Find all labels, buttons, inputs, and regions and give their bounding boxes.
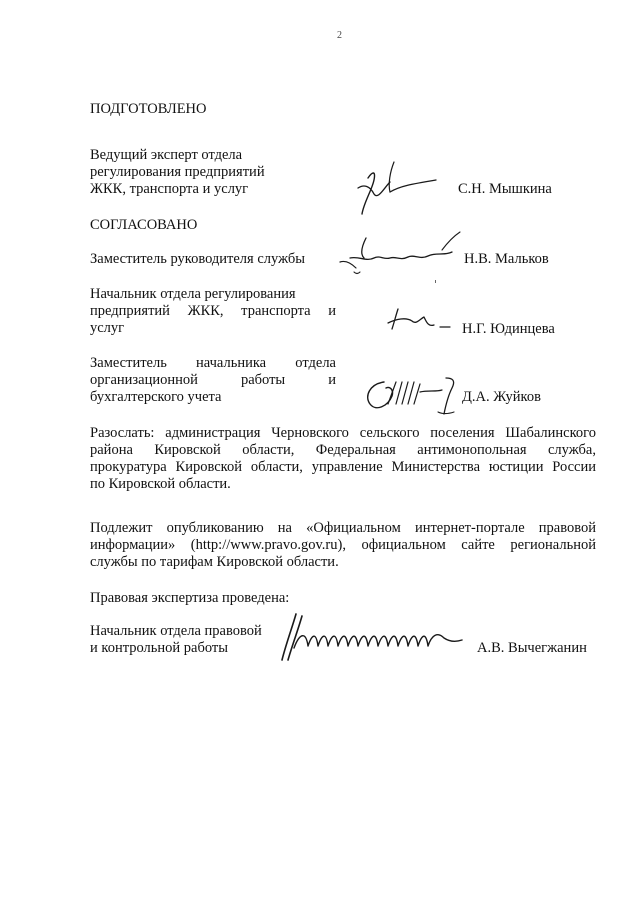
approver-title-line: предприятий ЖКК, транспорта и: [90, 303, 336, 319]
agreed-heading: СОГЛАСОВАНО: [90, 217, 198, 233]
approver-title-line: Заместитель начальника отдела: [90, 355, 336, 371]
approver-title-line: Заместитель руководителя службы: [90, 251, 306, 267]
approver-name: Д.А. Жуйков: [462, 389, 541, 405]
legal-head-title-line: и контрольной работы: [90, 640, 228, 656]
approver-signature: [330, 228, 470, 283]
approver-name: Н.В. Мальков: [464, 251, 549, 267]
publication-paragraph: [90, 520, 596, 571]
publication-line: Подлежит опубликованию на «Официальном интернет-портале правовой: [90, 520, 596, 536]
distribution-line: Разослать: администрация Черновского сельского поселения Шабалинского: [90, 425, 596, 441]
preparer-title-line: ЖКК, транспорта и услуг: [90, 181, 249, 197]
preparer-title: [90, 147, 265, 198]
prepared-heading: ПОДГОТОВЛЕНО: [90, 101, 207, 117]
distribution-line: по Кировской области.: [90, 476, 231, 492]
approver-name: Н.Г. Юдинцева: [462, 321, 555, 337]
legal-head-title: [90, 623, 262, 657]
legal-head-title-line: Начальник отдела правовой: [90, 623, 262, 639]
legal-head-name: А.В. Вычегжанин: [477, 640, 587, 656]
preparer-name: С.Н. Мышкина: [458, 181, 552, 197]
approver-title-line: услуг: [90, 320, 125, 336]
preparer-signature: [350, 158, 440, 225]
approver-title: [90, 286, 336, 337]
approver-title: [90, 355, 336, 406]
approver-title-line: Начальник отдела регулирования: [90, 286, 296, 302]
approver-title-line: организационной работы и: [90, 372, 336, 388]
approver-title: [90, 251, 305, 268]
distribution-line: прокуратура Кировской области, управление Министерства юстиции России: [90, 459, 596, 475]
preparer-title-line: Ведущий эксперт отдела: [90, 147, 243, 163]
legal-review-note: Правовая экспертиза проведена:: [90, 590, 290, 606]
approver-signature: [384, 305, 454, 340]
approver-signature: [362, 374, 462, 423]
distribution-paragraph: [90, 425, 596, 493]
approver-title-line: бухгалтерского учета: [90, 389, 222, 405]
publication-line: информации» (http://www.pravo.gov.ru), официальном сайте региональной: [90, 537, 596, 553]
ink-mark: [435, 280, 436, 283]
page-number: 2: [337, 30, 342, 41]
publication-line: службы по тарифам Кировской области.: [90, 554, 339, 570]
preparer-title-line: регулирования предприятий: [90, 164, 265, 180]
distribution-line: района Кировской области, Федеральная антимонопольная служба,: [90, 442, 596, 458]
legal-head-signature: [276, 608, 466, 669]
